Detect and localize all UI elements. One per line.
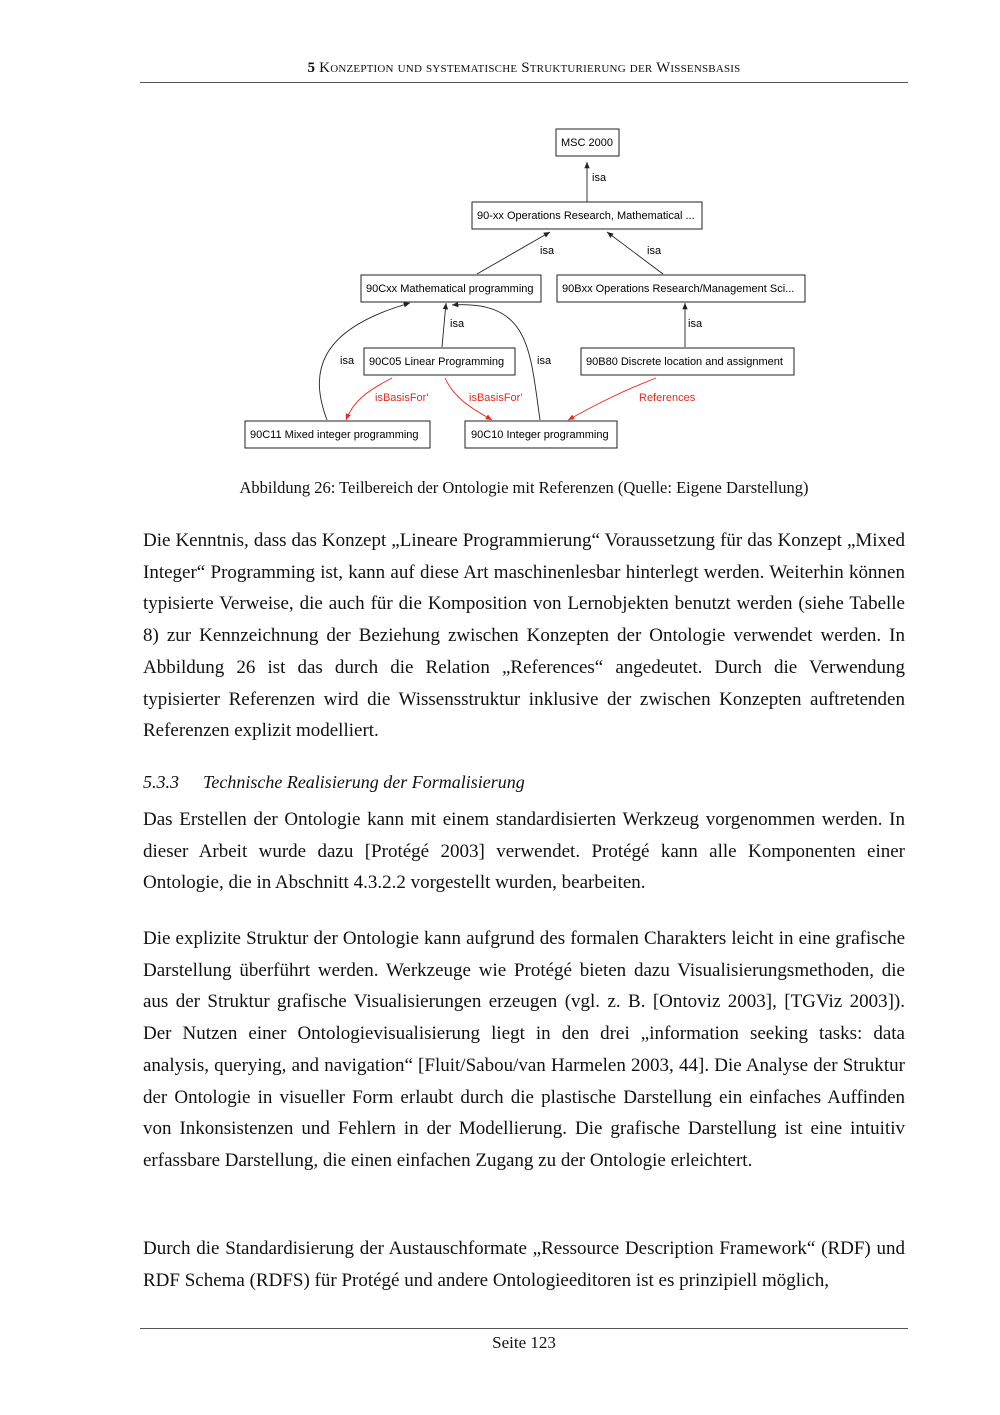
node-90c10 (465, 421, 617, 448)
section-heading (143, 772, 525, 793)
figure-caption: Abbildung 26: Teilbereich der Ontologie mit Referenzen (Quelle: Eigene Darstellung) (239, 478, 809, 497)
page-number: Seite 123 (492, 1333, 556, 1352)
section-title: Technische Realisierung der Formalisierung (203, 772, 525, 792)
svg-text:90C11 Mixed integer programmin: 90C11 Mixed integer programming (250, 429, 419, 441)
svg-text:90C05 Linear Programming: 90C05 Linear Programming (369, 356, 505, 368)
node-90c05 (364, 348, 515, 375)
node-90xx (472, 202, 702, 229)
node-90c11 (245, 421, 430, 448)
ontology-graph (230, 120, 830, 460)
label-isa-4: isa (450, 318, 465, 330)
node-90b80 (581, 348, 794, 375)
edge-90c05-90cxx (442, 303, 446, 347)
node-90cxx (361, 275, 541, 302)
node-90bxx (557, 275, 805, 302)
svg-text:90Bxx Operations Research/Mana: 90Bxx Operations Research/Management Sci... (562, 283, 795, 295)
label-isa-2: isa (540, 245, 555, 257)
paragraph-1: Die Kenntnis, dass das Konzept „Lineare Programmierung“ Voraussetzung für das Konzept „Mixed Integer“ Programming ist, kann auf diese Art maschinenlesbar hinterlegt werden. Weiterhin können typisierte Verweise, die auch für die Komposition von Lernobjekten benutzt werden (siehe Tabelle 8) zur Kennzeichnung der Beziehung zwischen Konzepten der Ontologie verwendet werden. In Abbildung 26 ist das durch die Relation „References“ angedeutet. Durch die Verwendung typisierter Referenzen wird die Wissensstruktur inklusive der zwischen Konzepten auftretenden Referenzen explizit modelliert. (143, 530, 905, 742)
ontology-figure (230, 120, 830, 460)
svg-text:90C10 Integer programming: 90C10 Integer programming (471, 429, 609, 441)
svg-text:90Cxx Mathematical programming: 90Cxx Mathematical programming (366, 283, 534, 295)
node-msc-2000 (556, 129, 619, 156)
label-isbasisfor-1: isBasisFor' (375, 392, 429, 404)
label-isa-1: isa (592, 172, 607, 184)
svg-text:MSC 2000: MSC 2000 (561, 137, 613, 149)
label-isa-5: isa (688, 318, 703, 330)
paragraph-2: Das Erstellen der Ontologie kann mit einem standardisierten Werkzeug vorgenommen werden. In dieser Arbeit wurde dazu [Protégé 2003] verwendet. Protégé kann alle Komponenten einer Ontologie, die in Abschnitt 4.3.2.2 vorgestellt wurden, bearbeiten. (143, 809, 905, 894)
paragraph-3: Die explizite Struktur der Ontologie kann aufgrund des formalen Charakters leicht in eine grafische Darstellung überführt werden. Werkzeuge wie Protégé bieten dazu Visualisierungsmethoden, die aus der Struktur grafische Visualisierungen erzeugen (vgl. z. B. [Ontoviz 2003], [TGViz 2003]). Der Nutzen einer Ontologievisualisierung liegt in den drei „information seeking tasks: data analysis, querying, and navigation“ [Fluit/Sabou/van Harmelen 2003, 44]. Die Analyse der Struktur der Ontologie in visueller Form erlaubt durch die plastische Darstellung ein einfaches Auffinden von Inkonsistenzen und Fehlern in der Modellierung. Die grafische Darstellung ist eine intuitiv erfassbare Darstellung, die einen einfachen Zugang zu der Ontologie erleichtert. (143, 928, 905, 1171)
label-isa-7: isa (537, 355, 552, 367)
svg-text:90B80 Discrete location and as: 90B80 Discrete location and assignment (586, 356, 783, 368)
chapter-title: Konzeption und systematische Strukturierung der Wissensbasis (319, 60, 741, 76)
running-header (140, 60, 908, 83)
page-footer (140, 1328, 908, 1353)
svg-text:90-xx Operations Research, Mat: 90-xx Operations Research, Mathematical ... (477, 210, 695, 222)
label-isa-3: isa (647, 245, 662, 257)
chapter-number: 5 (307, 60, 316, 76)
label-isa-6: isa (340, 355, 355, 367)
paragraph-4: Durch die Standardisierung der Austauschformate „Ressource Description Framework“ (RDF) und RDF Schema (RDFS) für Protégé und andere Ontologieeditoren ist es prinzipiell möglich, (143, 1238, 905, 1291)
label-isbasisfor-2: isBasisFor' (469, 392, 523, 404)
section-number: 5.3.3 (143, 772, 179, 792)
label-references: References (639, 392, 696, 404)
